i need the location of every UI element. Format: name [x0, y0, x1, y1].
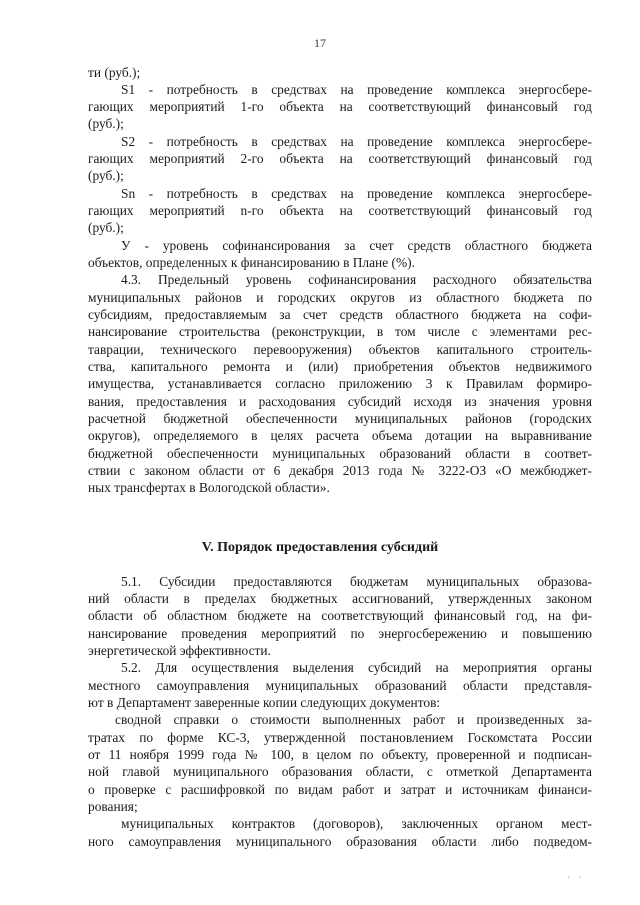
text-line: У - уровень софинансирования за счет средств областного бюджета — [121, 238, 592, 253]
text-line: от 11 ноября 1999 года № 100, в целом по объекту, проверенной и подписан- — [88, 747, 592, 762]
text-line: Sn - потребность в средствах на проведение комплекса энергосбере- — [121, 186, 592, 201]
text-line: гающих мероприятий 2-го объекта на соответствующий финансовый год — [88, 151, 592, 166]
text-line: ных трансфертах в Вологодской области». — [88, 480, 330, 495]
page-number: 17 — [314, 36, 326, 50]
text-line: 5.2. Для осуществления выделения субсидий на мероприятия органы — [121, 660, 592, 675]
text-line: гающих мероприятий 1-го объекта на соответствующий финансовый год — [88, 99, 592, 114]
text-line: таврации, технического перевооружения) объектов капитального строитель- — [88, 342, 592, 357]
text-line: местного самоуправления муниципальных образований области представля- — [88, 678, 592, 693]
text-line: объектов, определенных к финансированию в Плане (%). — [88, 255, 415, 270]
text-line: (руб.); — [88, 116, 124, 131]
text-line: S2 - потребность в средствах на проведение комплекса энергосбере- — [121, 134, 592, 149]
text-line: имущества, устанавливается согласно приложению 3 к Правилам формиро- — [88, 376, 592, 391]
text-line: муниципальных контрактов (договоров), заключенных органом мест- — [121, 816, 592, 831]
text-line: рования; — [88, 799, 138, 814]
text-line: субсидиям, предоставляемым за счет средств областного бюджета на софи- — [88, 307, 592, 322]
text-line: (руб.); — [88, 220, 124, 235]
corner-mark: ' ' — [568, 875, 585, 884]
text-line: ти (руб.); — [88, 65, 141, 80]
text-line: о проверке с расшифровкой по видам работ и затрат и источникам финанси- — [88, 782, 592, 797]
text-line: гающих мероприятий n-го объекта на соответствующий финансовый год — [88, 203, 592, 218]
text-line: расчетной бюджетной обеспеченности муниципальных районов (городских — [88, 411, 592, 426]
text-line: нансирование проведения мероприятий по энергосбережению и повышению — [88, 626, 592, 641]
text-line: S1 - потребность в средствах на проведение комплекса энергосбере- — [121, 82, 592, 97]
text-line: ства, капитального ремонта и (или) приобретения объектов недвижимого — [88, 359, 592, 374]
text-line: округов), определяемого в целях расчета объема дотации на выравнивание — [88, 428, 592, 443]
section-heading: V. Порядок предоставления субсидий — [201, 540, 439, 555]
text-line: 4.3. Предельный уровень софинансирования расходного обязательства — [121, 272, 592, 287]
text-line: ного самоуправления муниципального образования области либо подведом- — [88, 834, 592, 849]
text-line: бюджетной обеспеченности муниципальных образований области в соответ- — [88, 446, 592, 461]
text-line: тратах по форме КС-3, утвержденной постановлением Госкомстата России — [88, 730, 592, 745]
text-line: сводной справки о стоимости выполненных работ и произведенных за- — [115, 712, 592, 727]
text-line: муниципальных районов и городских округов из областного бюджета по — [88, 290, 592, 305]
text-line: нансирование строительства (реконструкции, в том числе с элементами рес- — [88, 324, 592, 339]
text-line: ствии с законом области от 6 декабря 2013 года № 3222-ОЗ «О межбюджет- — [88, 463, 592, 478]
text-line: энергетической эффективности. — [88, 643, 271, 658]
text-line: вания, предоставления и расходования субсидий исходя из значения уровня — [88, 394, 592, 409]
text-line: ний области в пределах бюджетных ассигнований, утвержденных законом — [88, 591, 592, 606]
text-line: (руб.); — [88, 168, 124, 183]
text-line: ной главой муниципального образования области, с отметкой Департамента — [88, 764, 592, 779]
text-line: области об областном бюджете на соответствующий финансовый год, на фи- — [88, 608, 592, 623]
text-line: 5.1. Субсидии предоставляются бюджетам муниципальных образова- — [121, 574, 592, 589]
text-line: ют в Департамент заверенные копии следующих документов: — [88, 695, 441, 710]
